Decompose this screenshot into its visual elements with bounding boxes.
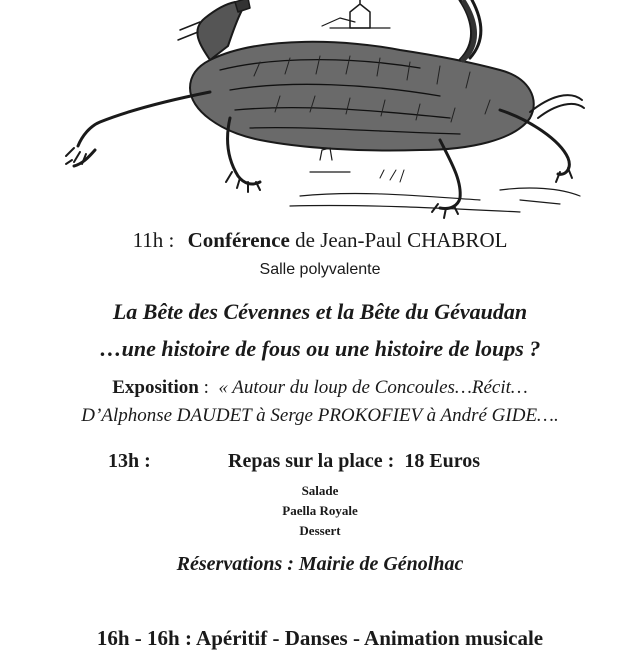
conference-line [0, 228, 640, 253]
talk-title-line1: La Bête des Cévennes et la Bête du Gévaudan [112, 299, 528, 324]
exhibition-text-line1: « Autour du loup de Concoules…Récit… [218, 377, 528, 398]
meal-text: Repas sur la place : [228, 450, 395, 472]
exhibition-line1 [0, 377, 640, 399]
footer-cut-line: 16h - 16h : Apéritif - Danses - Animation musicale [96, 626, 544, 650]
menu-item: Dessert [299, 523, 341, 538]
menu-item: Paella Royale [282, 503, 358, 518]
conference-speaker: de Jean-Paul CHABROL [295, 228, 508, 252]
meal-text-group [228, 450, 480, 473]
conference-venue: Salle polyvalente [259, 261, 381, 278]
menu-item: Salade [301, 483, 339, 498]
conference-label: Conférence [187, 228, 290, 252]
exhibition-separator: : [198, 377, 219, 398]
exhibition-text-line2: D’Alphonse DAUDET à Serge PROKOFIEV à André GIDE…. [81, 405, 559, 426]
meal-time: 13h : [108, 450, 151, 472]
exhibition-label: Exposition [112, 377, 199, 398]
talk-title-line2: …une histoire de fous ou une histoire de loups ? [99, 336, 541, 361]
reservation-line: Réservations : Mairie de Génolhac [176, 553, 464, 575]
wolf-engraving-icon [60, 0, 590, 222]
conference-time: 11h : [132, 228, 175, 252]
meal-price: 18 Euros [404, 450, 481, 472]
